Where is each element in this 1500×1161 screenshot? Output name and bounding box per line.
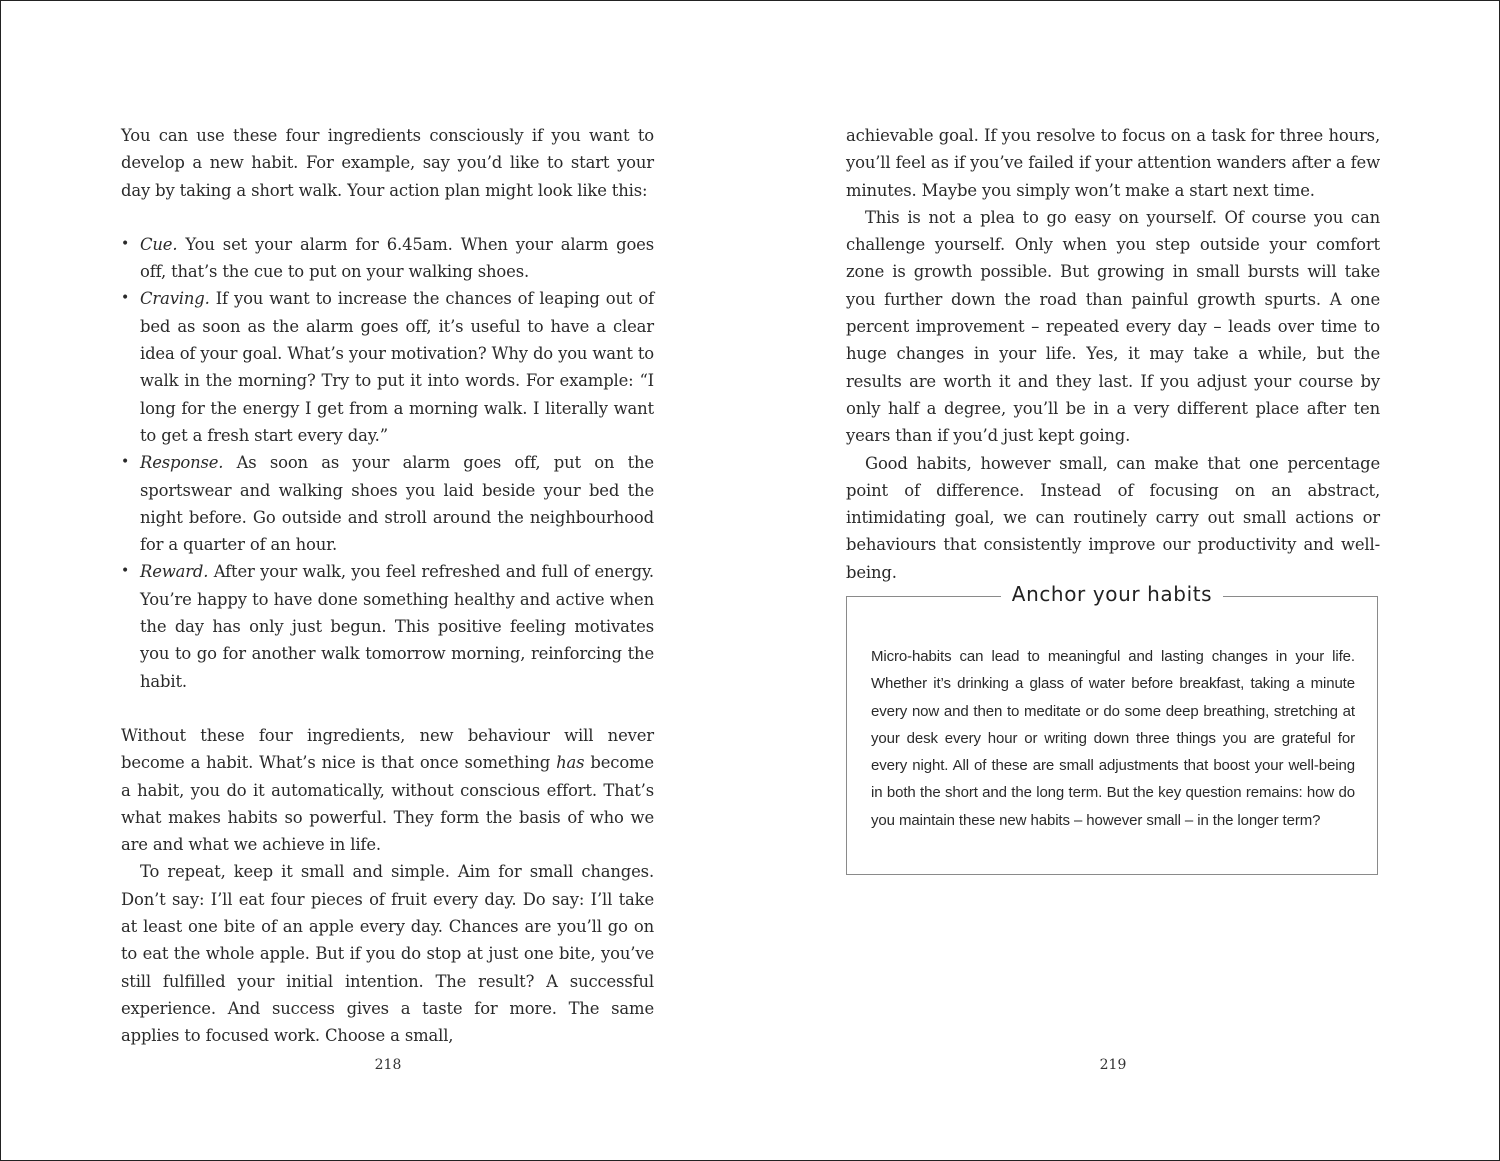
ingredient-list bbox=[121, 231, 654, 695]
list-item-craving bbox=[121, 285, 654, 449]
box-title: Anchor your habits bbox=[1001, 582, 1223, 606]
page-number-right: 219 bbox=[1099, 1057, 1127, 1073]
list-item-reward bbox=[121, 558, 654, 694]
habits-text-start: Without these four ingredients, new behaviour will never become a habit. What’s nice is that once something bbox=[121, 725, 654, 773]
emphasis-has: has bbox=[556, 753, 585, 773]
bullet-icon: • bbox=[121, 454, 130, 471]
reward-text: After your walk, you feel refreshed and full of energy. You’re happy to have done something healthy and active when the day has only just begun. This positive feeling motivates you to go for another walk tomorrow morning, reinforcing the habit. bbox=[140, 562, 654, 691]
term-response: Response. bbox=[140, 453, 224, 473]
habits-text-end: become a habit, you do it automatically, without conscious effort. That’s what makes habits so powerful. They form the basis of who we are and what we achieve in life. bbox=[121, 753, 654, 855]
plea-paragraph: This is not a plea to go easy on yourself. Of course you can challenge yourself. Only when you step outside your comfort zone is growth possible. But growing in small bursts will take you further down the road than painful growth spurts. A one percent improvement – repeated every day – leads over time to huge changes in your life. Yes, it may take a while, but the results are worth it and they last. If you adjust your course by only half a degree, you’ll be in a very different place after ten years than if you’d just kept going. bbox=[846, 207, 1380, 446]
goal-paragraph: achievable goal. If you resolve to focus on a task for three hours, you’ll feel as if you’ve failed if your attention wanders after a few minutes. Maybe you simply won’t make a start next time. bbox=[846, 126, 1380, 200]
repeat-paragraph: To repeat, keep it small and simple. Aim for small changes. Don’t say: I’ll eat four pieces of fruit every day. Do say: I’ll take at least one bite of an apple every day. Chances are you’ll go on to eat the whole apple. But if you do stop at just one bite, you’ve still fulfilled your initial intention. The result? A successful experience. And success gives a taste for more. The same applies to focused work. Choose a small, bbox=[121, 862, 654, 1046]
good-habits-paragraph: Good habits, however small, can make that one percentage point of difference. Instead of focusing on an abstract, intimidating goal, we can routinely carry out small actions or behaviours that consistently improve our productivity and well-being. bbox=[846, 453, 1380, 582]
bullet-icon: • bbox=[121, 235, 130, 252]
term-cue: Cue. bbox=[140, 234, 178, 254]
response-text: As soon as your alarm goes off, put on the sportswear and walking shoes you laid beside your bed the night before. Go outside and stroll around the neighbourhood for a quarter of an hour. bbox=[140, 453, 654, 555]
right-page bbox=[846, 122, 1380, 586]
list-item-cue bbox=[121, 231, 654, 286]
anchor-habits-box bbox=[846, 582, 1378, 875]
bullet-icon: • bbox=[121, 290, 130, 307]
box-body: Micro-habits can lead to meaningful and lasting changes in your life. Whether it’s drinking a glass of water before breakfast, taking a minute every now and then to meditate or do some deep breathing, stretching at your desk every hour or writing down three things you are grateful for every night. All of these are small adjustments that boost your well-being in both the short and the long term. But the key question remains: how do you maintain these new habits – however small – in the longer term? bbox=[871, 648, 1355, 829]
habits-paragraph bbox=[121, 722, 654, 858]
intro-paragraph: You can use these four ingredients consciously if you want to develop a new habit. For example, say you’d like to start your day by taking a short walk. Your action plan might look like this: bbox=[121, 126, 654, 200]
bullet-icon: • bbox=[121, 563, 130, 580]
list-item-response bbox=[121, 449, 654, 558]
craving-text: If you want to increase the chances of leaping out of bed as soon as the alarm goes off, it’s useful to have a clear idea of your goal. What’s your motivation? Why do you want to walk in the morning? Try to put it into words. For example: “I long for the energy I get from a morning walk. I literally want to get a fresh start every day.” bbox=[140, 289, 654, 445]
term-craving: Craving. bbox=[140, 289, 210, 309]
left-page bbox=[121, 122, 654, 1050]
term-reward: Reward. bbox=[140, 562, 209, 582]
box-title-wrap bbox=[847, 582, 1377, 606]
page-number-left: 218 bbox=[374, 1057, 402, 1073]
cue-text: You set your alarm for 6.45am. When your alarm goes off, that’s the cue to put on your walking shoes. bbox=[140, 234, 654, 282]
